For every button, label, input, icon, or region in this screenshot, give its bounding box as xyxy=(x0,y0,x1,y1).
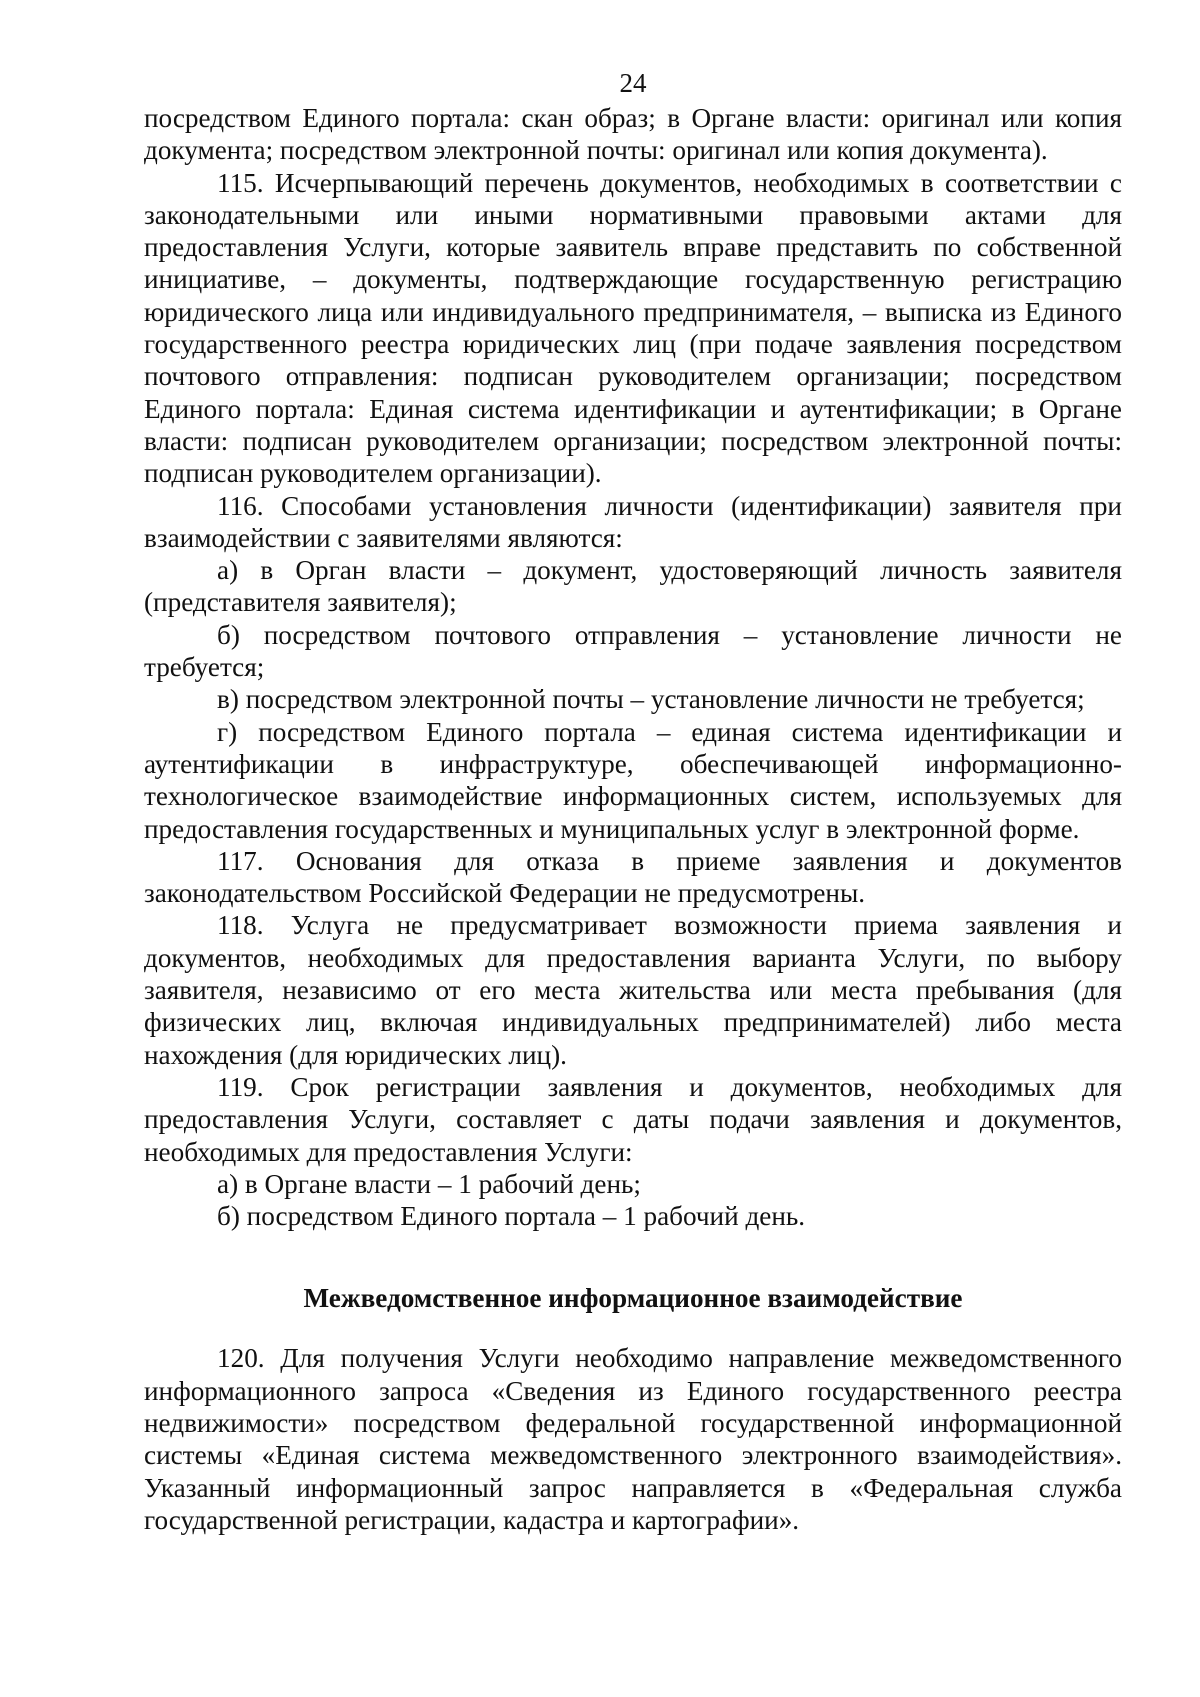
paragraph-116-v: в) посредством электронной почты – установление личности не требуется; xyxy=(217,684,1085,715)
page-number: 24 xyxy=(619,68,647,98)
paragraph-116: 116. Способами установления личности (идентификации) заявителя при взаимодействии с заявителями являются: xyxy=(144,490,1122,553)
list-item-119-a: а) в Органе власти – 1 рабочий день; xyxy=(217,1168,641,1199)
document-page xyxy=(144,66,1122,1536)
paragraph-117: 117. Основания для отказа в приеме заявления и документов законодательством Российской Федерации не предусмотрены. xyxy=(144,845,1122,909)
section-heading: Межведомственное информационное взаимодействие xyxy=(303,1283,963,1314)
paragraph-116-b: б) посредством почтового отправления – установление личности не требуется; xyxy=(144,619,1122,683)
paragraph-continuation: посредством Единого портала: скан образ; в Органе власти: оригинал или копия документа; посредством электронной почты: оригинал или копия документа). xyxy=(144,103,1122,166)
paragraph-116-a: а) в Орган власти – документ, удостоверяющий личность заявителя (представителя заявителя); xyxy=(144,555,1122,618)
paragraph-120: 120. Для получения Услуги необходимо направление межведомственного информационного запроса «Сведения из Единого государственного реестра недвижимости» посредством федеральной государственной информационной системы «Единая система межведомственного электронного взаимодействия». Указанный информационный запрос направляется в «Федеральная служба государственной регистрации, кадастра и картографии». xyxy=(144,1343,1122,1535)
list-item-119-b: б) посредством Единого портала – 1 рабочий день. xyxy=(217,1201,806,1232)
paragraph-115: 115. Исчерпывающий перечень документов, необходимых в соответствии с законодательными или иными нормативными правовыми актами для предоставления Услуги, которые заявитель вправе представить по собственной инициативе, – документы, подтверждающие государственную регистрацию юридического лица или индивидуального предпринимателя, – выписка из Единого государственного реестра юридических лиц (при подаче заявления посредством почтового отправления: подписан руководителем организации; посредством Единого портала: Единая система идентификации и аутентификации; в Органе власти: подписан руководителем организации; посредством электронной почты: подписан руководителем организации). xyxy=(144,167,1122,489)
paragraph-116-g: г) посредством Единого портала – единая система идентификации и аутентификации в инфраструктуре, обеспечивающей информационно-технологическое взаимодействие информационных систем, используемых для предоставления государственных и муниципальных услуг в электронной форме. xyxy=(144,716,1122,844)
paragraph-119: 119. Срок регистрации заявления и документов, необходимых для предоставления Услуги, составляет с даты подачи заявления и документов, необходимых для предоставления Услуги: xyxy=(144,1071,1122,1167)
paragraph-118: 118. Услуга не предусматривает возможности приема заявления и документов, необходимых для предоставления варианта Услуги, по выбору заявителя, независимо от его места жительства или места пребывания (для физических лиц, включая индивидуальных предпринимателей) либо места нахождения (для юридических лиц). xyxy=(144,910,1122,1070)
